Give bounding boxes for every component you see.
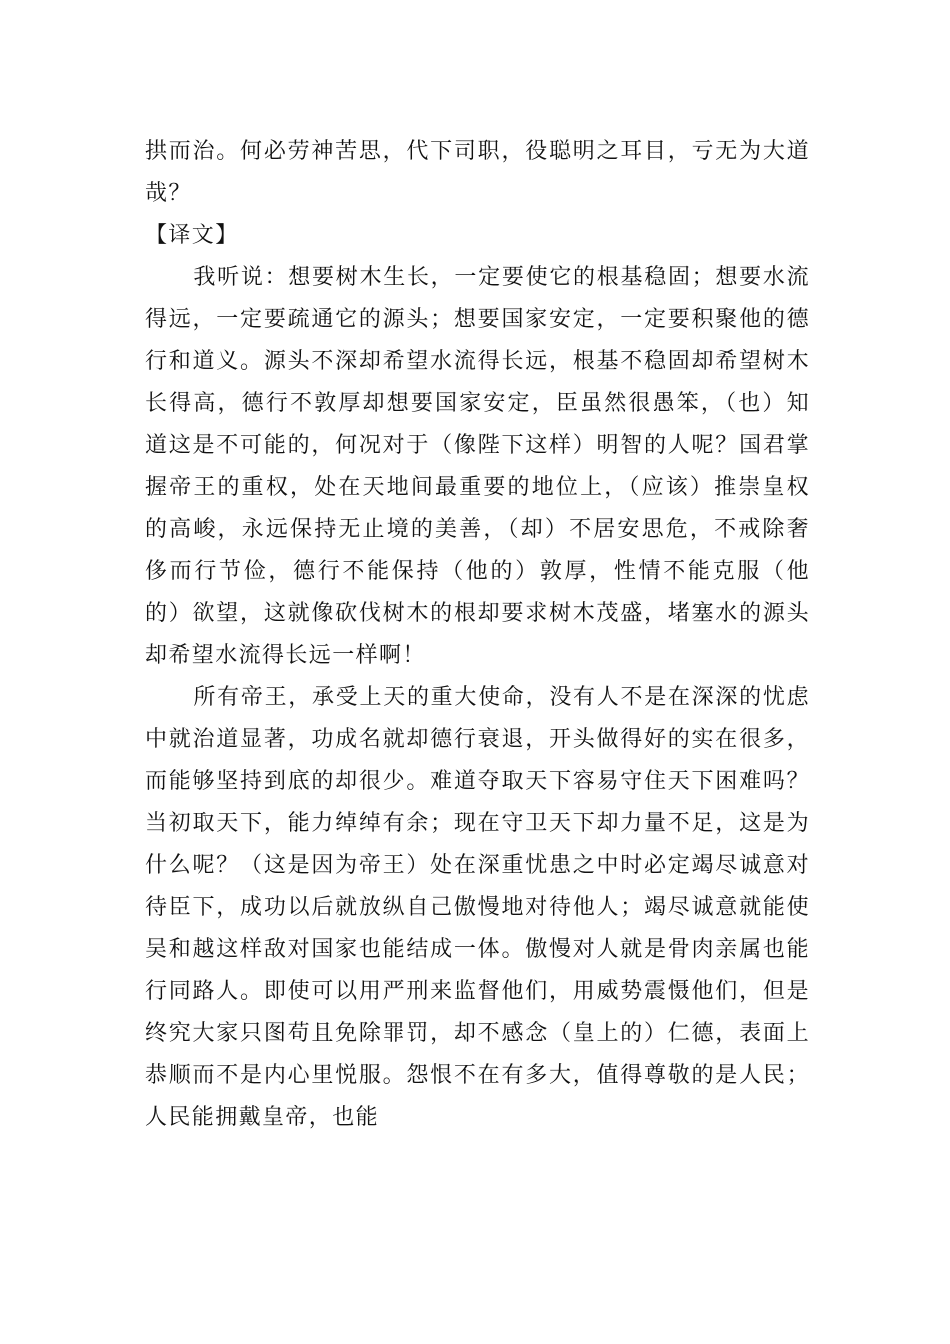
section-heading: 【译文】 [145, 223, 239, 248]
paragraph-2: 所有帝王，承受上天的重大使命，没有人不是在深深的忧虑中就治道显著，功成名就却德行衰退，开头做得好的实在很多，而能够坚持到底的却很少。难道夺取天下容易守住天下困难吗？当初取天下，能力绰绰有余；现在守卫天下却力量不足，这是为什么呢？（这是因为帝王）处在深重忧患之中时必定竭尽诚意对待臣下，成功以后就放纵自己傲慢地对待他人；竭尽诚意就能使吴和越这样敌对国家也能结成一体。傲慢对人就是骨肉亲属也能行同路人。即使可以用严刑来监督他们，用威势震慑他们，但是终究大家只图苟且免除罪罚，却不感念（皇上的）仁德，表面上恭顺而不是内心里悦服。怨恨不在有多大，值得尊敬的是人民；人民能拥戴皇帝，也能 [145, 685, 810, 1130]
document-body [145, 131, 810, 1139]
paragraph-1: 我听说：想要树木生长，一定要使它的根基稳固；想要水流得远，一定要疏通它的源头；想要国家安定，一定要积聚他的德行和道义。源头不深却希望水流得长远，根基不稳固却希望树木长得高，德行不敦厚却想要国家安定，臣虽然很愚笨，（也）知道这是不可能的，何况对于（像陛下这样）明智的人呢？国君掌握帝王的重权，处在天地间最重要的地位上，（应该）推崇皇权的高峻，永远保持无止境的美善，（却）不居安思危，不戒除奢侈而行节俭，德行不能保持（他的）敦厚，性情不能克服（他的）欲望，这就像砍伐树木的根却要求树木茂盛，堵塞水的源头却希望水流得长远一样啊！ [145, 265, 810, 668]
intro-line: 拱而治。何必劳神苦思，代下司职，役聪明之耳目，亏无为大道哉？ [145, 139, 810, 206]
